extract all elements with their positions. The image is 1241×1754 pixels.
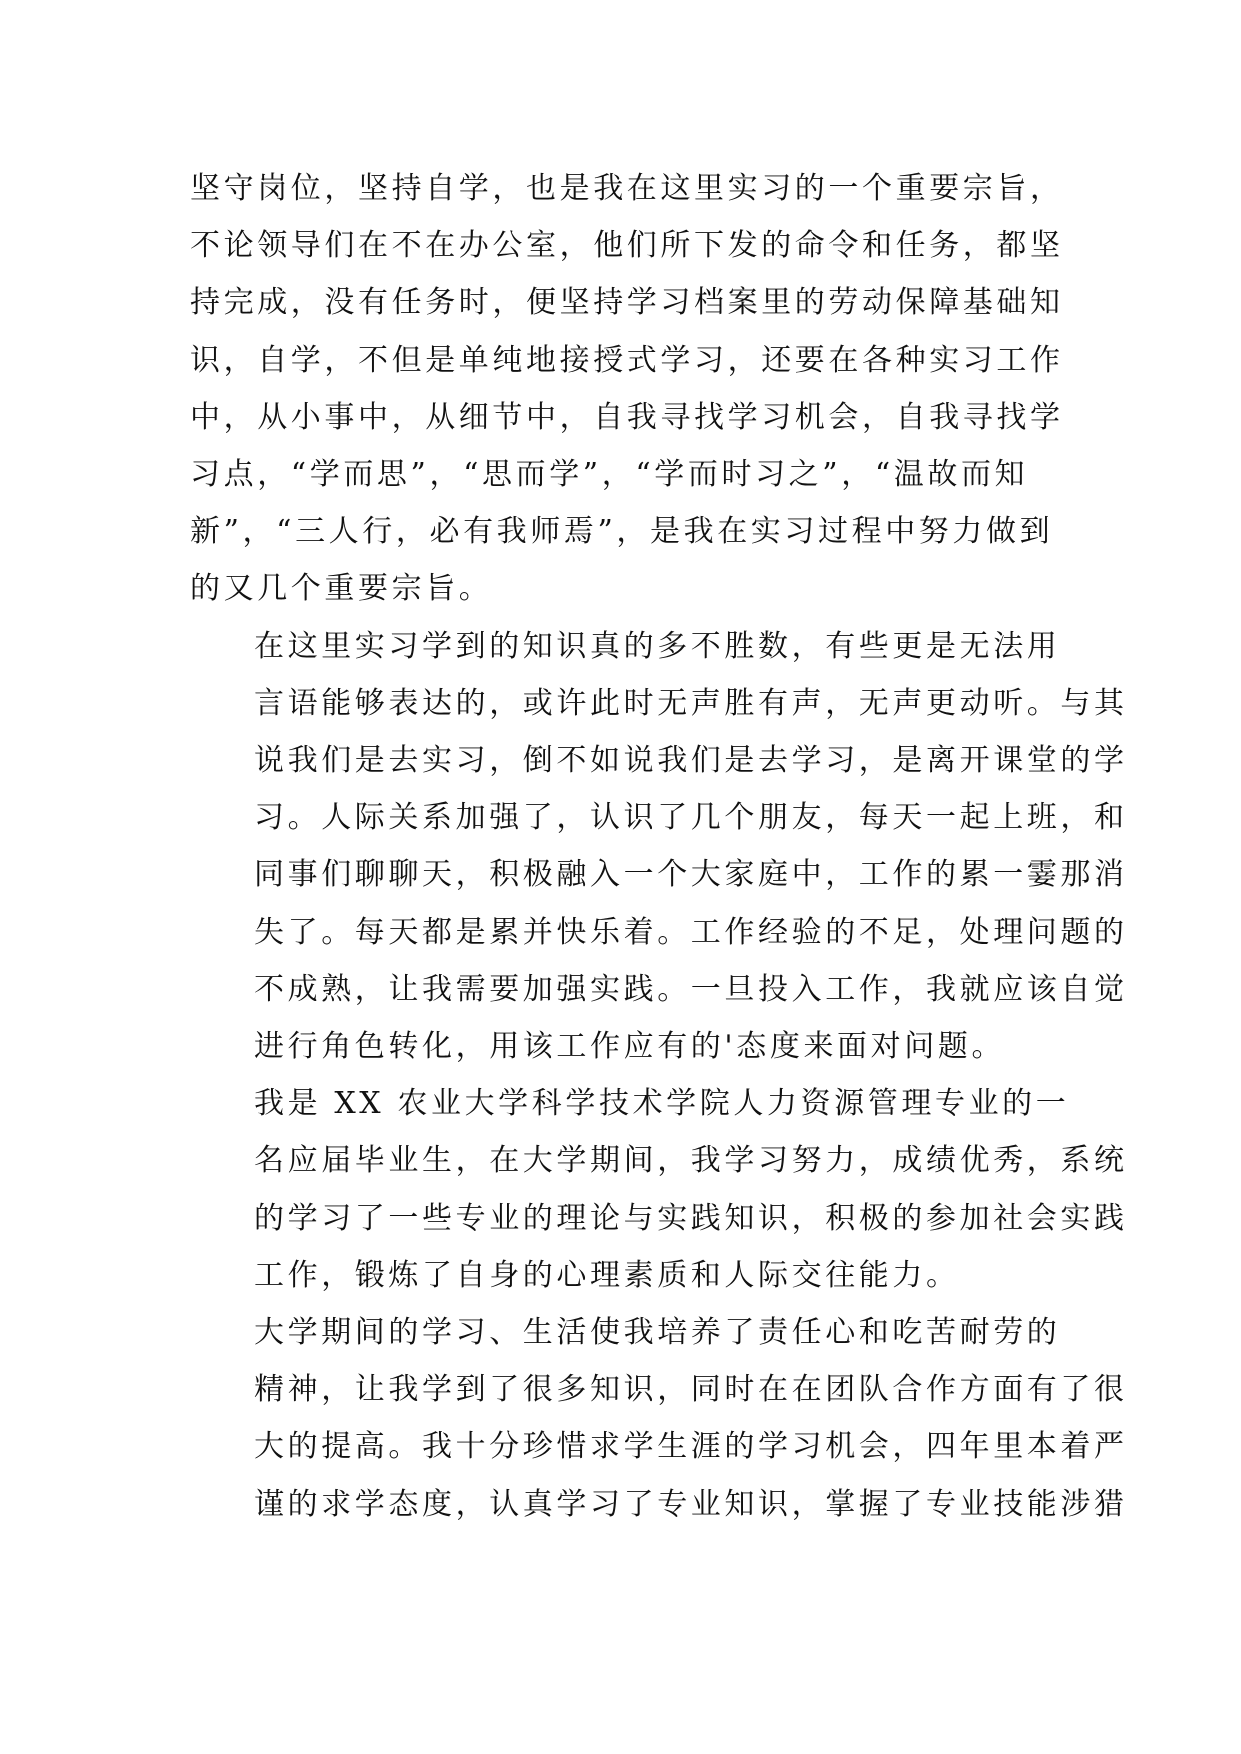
- text-line: 失了。每天都是累并快乐着。工作经验的不足，处理问题的: [254, 914, 1128, 950]
- text-line: 同事们聊聊天，积极融入一个大家庭中，工作的累一霎那消: [254, 857, 1128, 893]
- text-line: 不成熟，让我需要加强实践。一旦投入工作，我就应该自觉: [254, 971, 1128, 1007]
- text-line: 不论领导们在不在办公室，他们所下发的命令和任务，都坚: [190, 228, 1064, 264]
- text-line: 大的提高。我十分珍惜求学生涯的学习机会，四年里本着严: [254, 1429, 1128, 1465]
- text-line: 名应届毕业生，在大学期间，我学习努力，成绩优秀，系统: [254, 1143, 1128, 1179]
- paragraph: [190, 618, 1128, 1076]
- text-line: 习点，“学而思”，“思而学”，“学而时习之”，“温故而知: [190, 457, 1029, 493]
- text-line: 坚守岗位，坚持自学，也是我在这里实习的一个重要宗旨，: [190, 171, 1064, 206]
- text-line: 在这里实习学到的知识真的多不胜数，有些更是无法用: [254, 628, 1061, 664]
- text-line: 中，从小事中，从细节中，自我寻找学习机会，自我寻找学: [190, 399, 1064, 435]
- text-line: 言语能够表达的，或许此时无声胜有声，无声更动听。与其: [254, 685, 1128, 721]
- text-line: 我是 XX 农业大学科学技术学院人力资源管理专业的一: [254, 1086, 1070, 1122]
- paragraph: [190, 1075, 1128, 1304]
- text-line: 的学习了一些专业的理论与实践知识，积极的参加社会实践: [254, 1200, 1128, 1236]
- text-line: 进行角色转化，用该工作应有的'态度来面对问题。: [254, 1029, 1006, 1065]
- text-line: 工作，锻炼了自身的心理素质和人际交往能力。: [254, 1257, 960, 1293]
- text-line: 说我们是去实习，倒不如说我们是去学习，是离开课堂的学: [254, 743, 1128, 779]
- paragraph: [190, 160, 1064, 618]
- text-line: 大学期间的学习、生活使我培养了责任心和吃苦耐劳的: [254, 1315, 1061, 1351]
- text-line: 新”，“三人行，必有我师焉”，是我在实习过程中努力做到: [190, 514, 1054, 550]
- text-line: 持完成，没有任务时，便坚持学习档案里的劳动保障基础知: [190, 285, 1064, 321]
- text-line: 习。人际关系加强了，认识了几个朋友，每天一起上班，和: [254, 800, 1128, 836]
- text-line: 的又几个重要宗旨。: [190, 571, 493, 607]
- text-line: 谨的求学态度，认真学习了专业知识，掌握了专业技能涉猎: [254, 1486, 1128, 1522]
- text-line: 精神，让我学到了很多知识，同时在在团队合作方面有了很: [254, 1372, 1128, 1408]
- document-body: [190, 160, 1128, 1533]
- text-line: 识，自学，不但是单纯地接授式学习，还要在各种实习工作: [190, 342, 1064, 378]
- paragraph: [190, 1304, 1128, 1533]
